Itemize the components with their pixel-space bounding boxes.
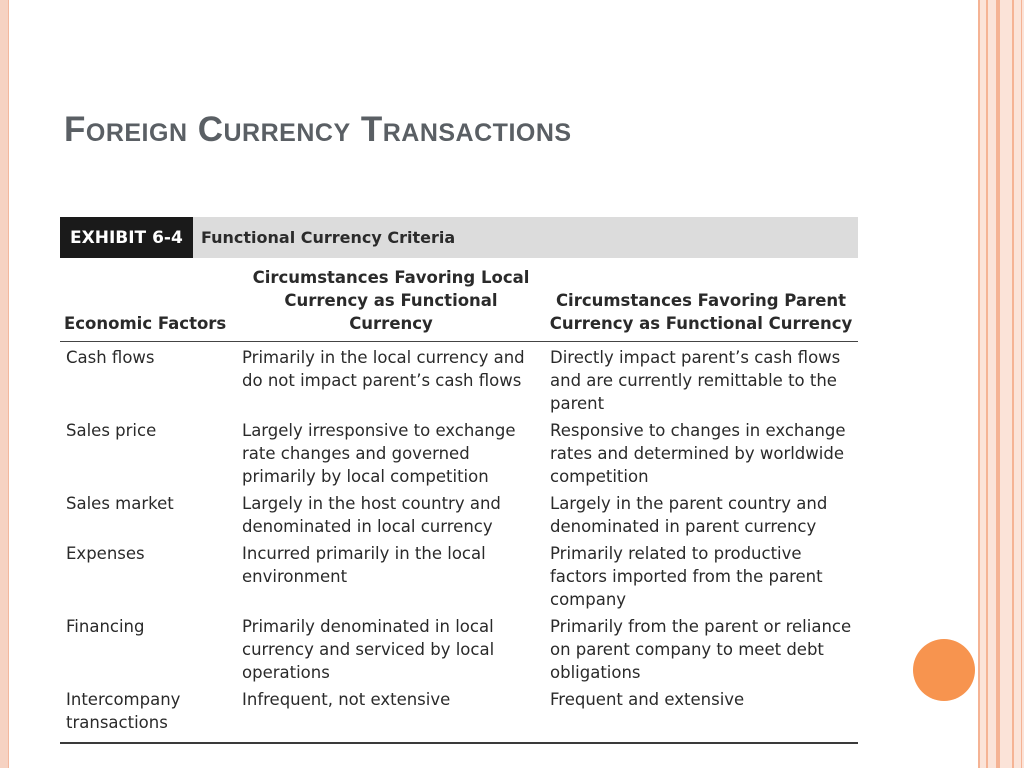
row-parent-criteria: Directly impact parent’s cash flows and are currently remittable to the parent: [550, 348, 841, 413]
row-factor: Intercompany transactions: [66, 690, 181, 732]
row-parent-criteria: Primarily from the parent or reliance on parent company to meet debt obligations: [550, 617, 852, 682]
table-row: [60, 490, 858, 540]
exhibit-table-block: [60, 217, 858, 744]
border-stripe: [996, 0, 1000, 768]
row-factor: Expenses: [66, 544, 145, 563]
row-parent-criteria: Responsive to changes in exchange rates and determined by worldwide competition: [550, 421, 846, 486]
table-bottom-rule: [60, 742, 858, 744]
row-local-criteria: Incurred primarily in the local environment: [242, 544, 486, 586]
border-stripe: [978, 0, 980, 768]
table-row: [60, 540, 858, 613]
row-factor: Sales market: [66, 494, 174, 513]
exhibit-number: EXHIBIT 6-4: [60, 217, 193, 258]
row-parent-criteria: Frequent and extensive: [550, 690, 745, 709]
border-stripe: [986, 0, 988, 768]
row-factor: Cash flows: [66, 348, 155, 367]
row-local-criteria: Largely irresponsive to exchange rate changes and governed primarily by local competition: [242, 421, 516, 486]
row-parent-criteria: Primarily related to productive factors imported from the parent company: [550, 544, 823, 609]
table-row: [60, 613, 858, 686]
slide-right-border: [978, 0, 1024, 768]
row-local-criteria: Infrequent, not extensive: [242, 690, 451, 709]
slide-title: Foreign Currency Transactions: [64, 110, 572, 149]
table-row: [60, 342, 858, 418]
row-local-criteria: Primarily in the local currency and do not impact parent’s cash flows: [242, 348, 525, 390]
slide-left-border: [0, 0, 8, 768]
table-row: [60, 417, 858, 490]
column-header-local-currency: Circumstances Favoring Local Currency as Functional Currency: [238, 258, 544, 342]
row-local-criteria: Largely in the host country and denominated in local currency: [242, 494, 501, 536]
exhibit-header: [60, 217, 858, 258]
table-header-row: [60, 258, 858, 342]
functional-currency-criteria-table: [60, 258, 858, 742]
border-stripe: [1021, 0, 1022, 768]
exhibit-title: Functional Currency Criteria: [201, 228, 456, 247]
row-local-criteria: Primarily denominated in local currency and serviced by local operations: [242, 617, 495, 682]
row-factor: Financing: [66, 617, 145, 636]
column-header-parent-currency: Circumstances Favoring Parent Currency as Functional Currency: [544, 258, 858, 342]
column-header-economic-factors: Economic Factors: [60, 258, 238, 342]
row-parent-criteria: Largely in the parent country and denominated in parent currency: [550, 494, 828, 536]
row-factor: Sales price: [66, 421, 157, 440]
border-stripe: [1012, 0, 1014, 768]
decorative-circle: [913, 639, 975, 701]
table-row: [60, 686, 858, 742]
